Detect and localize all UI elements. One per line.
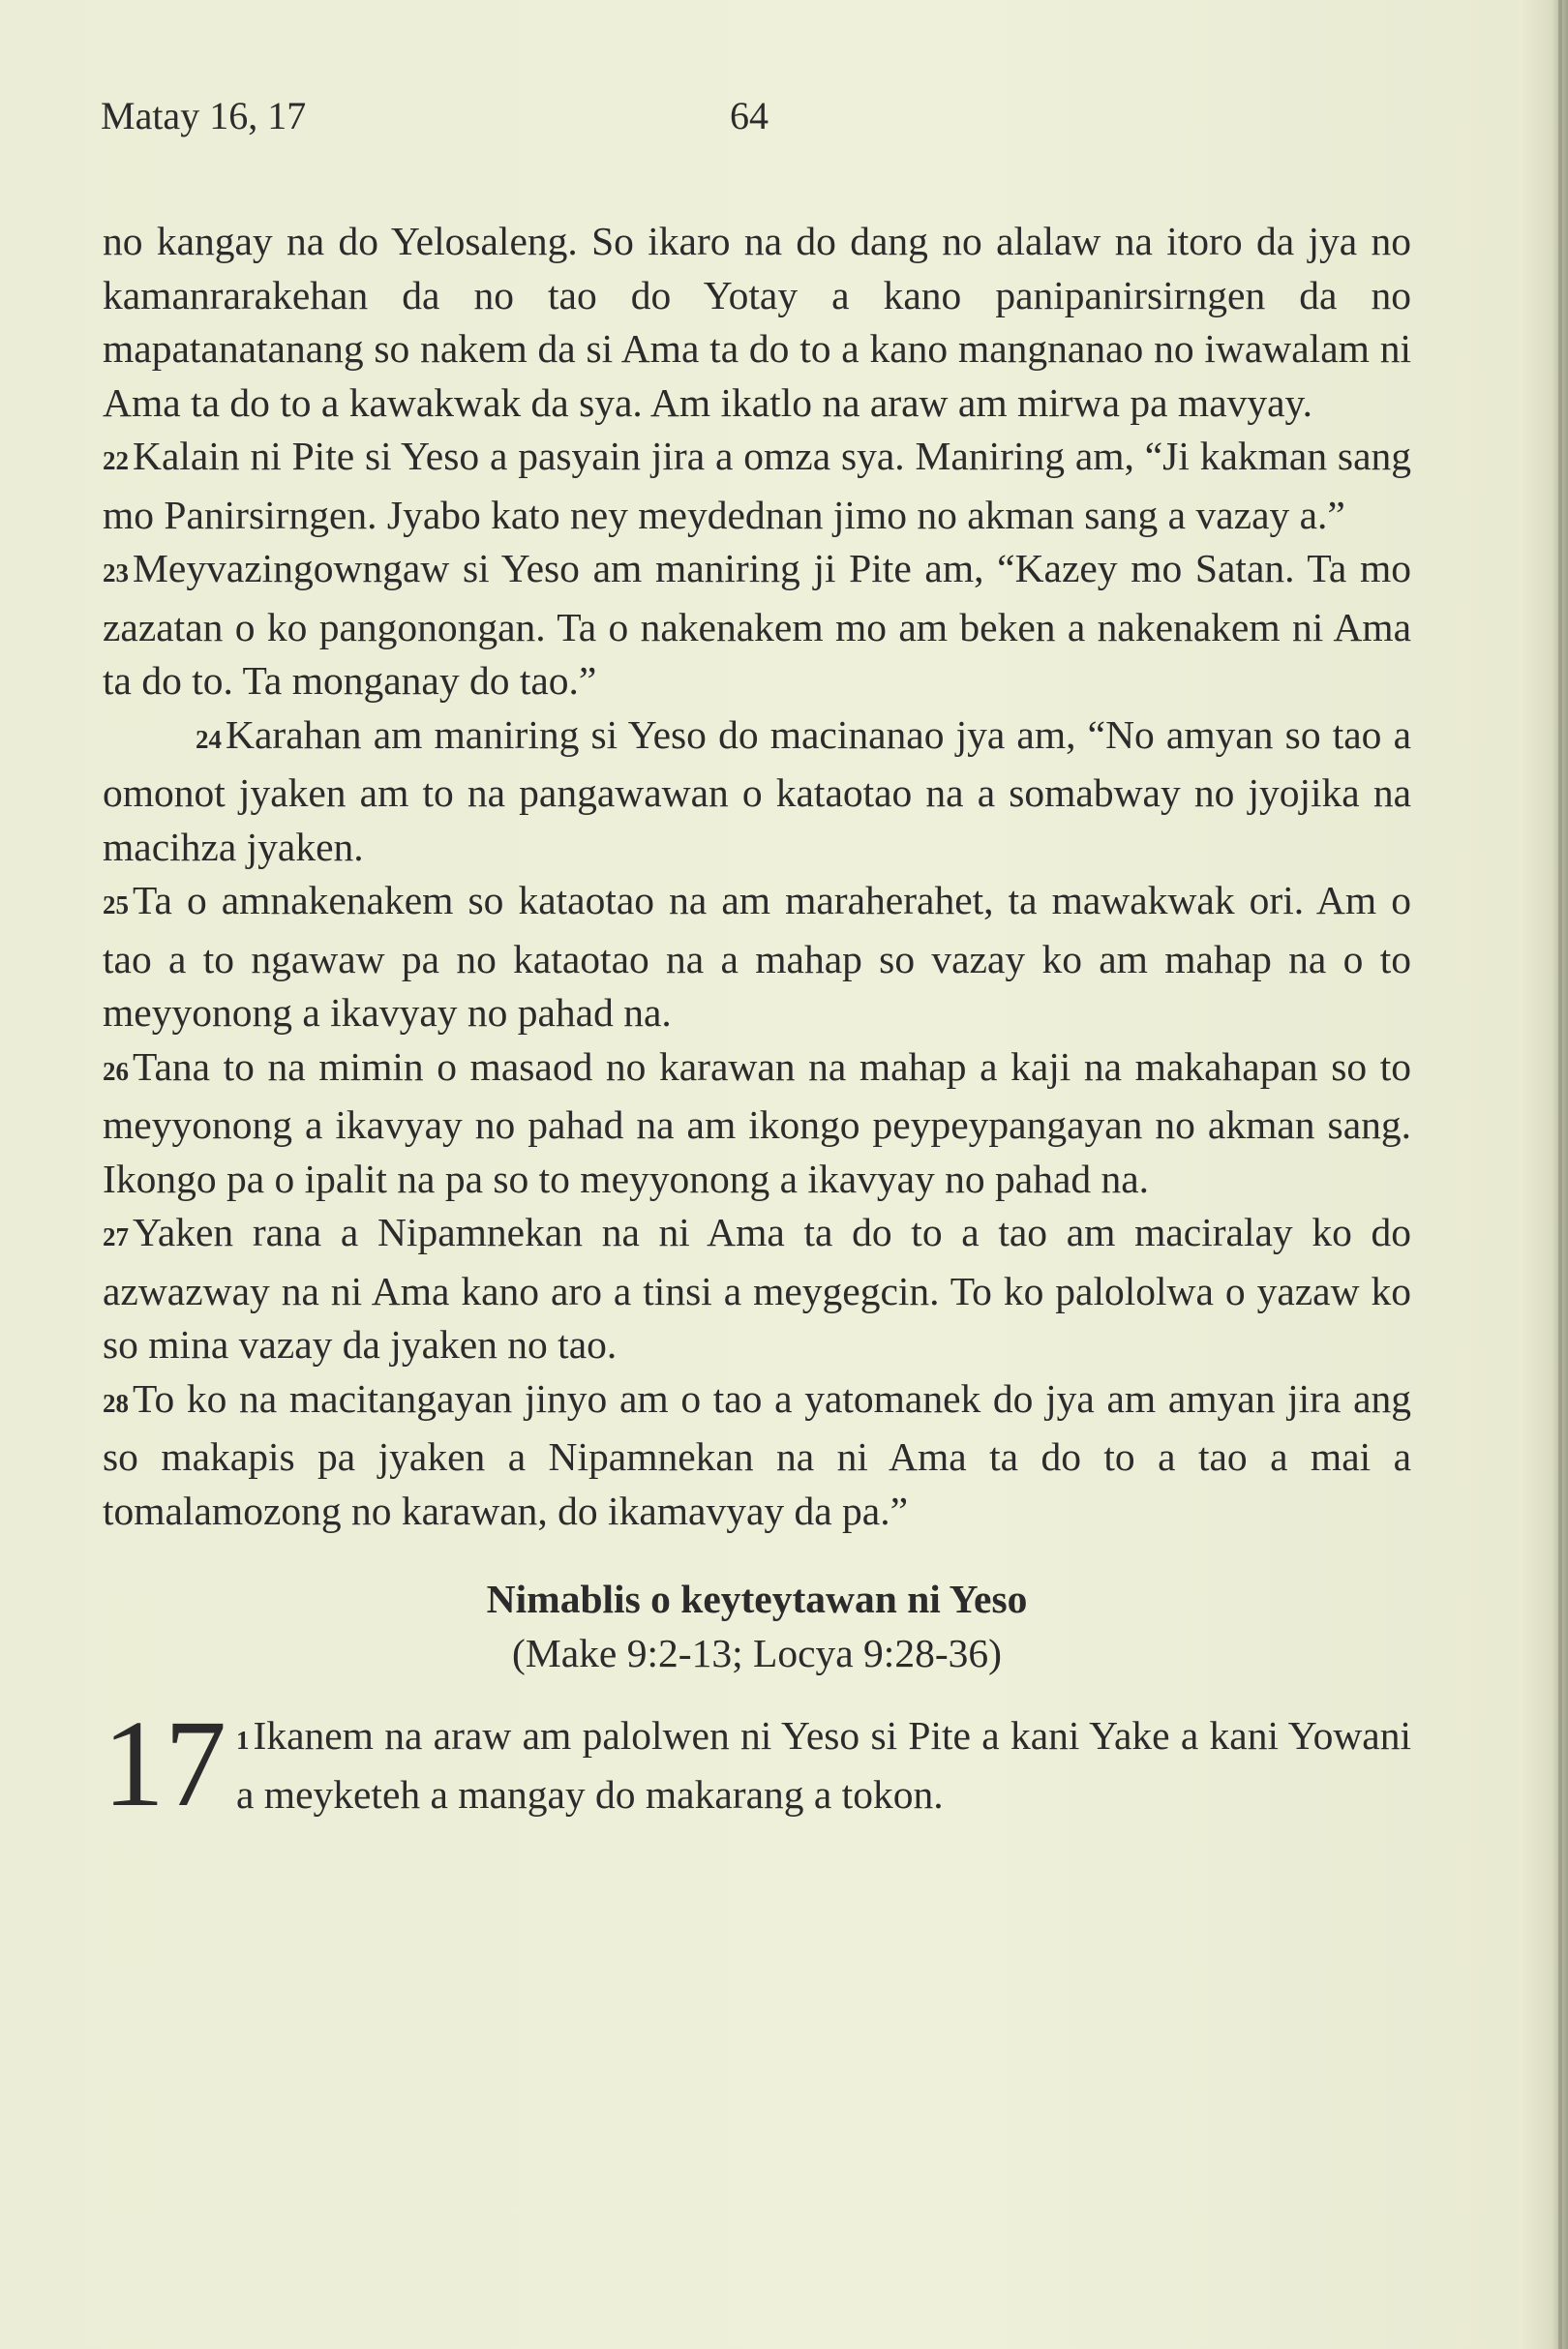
verse-number: 28 xyxy=(103,1388,129,1418)
verse-text: Kalain ni Pite si Yeso a pasyain jira a omza sya. Maniring am, “Ji kakman sang mo Panirsirngen. Jyabo kato ney meydednan jimo no akman sang a vazay a.” xyxy=(103,434,1411,537)
verse-number: 25 xyxy=(103,890,129,919)
verse-number: 24 xyxy=(196,724,222,754)
verse-text: Ikanem na araw am palolwen ni Yeso si Pite a kani Yake a kani Yowani a meyketeh a mangay do makarang a tokon. xyxy=(236,1713,1411,1817)
verse-28 xyxy=(103,1372,1411,1539)
verse-text: Yaken rana a Nipamnekan na ni Ama ta do to a tao am maciralay ko do azwazway na ni Ama kano aro a tinsi a meygegcin. To ko palololwa o yazaw ko so mina vazay da jyaken no tao. xyxy=(103,1210,1411,1367)
verse-number: 26 xyxy=(103,1056,129,1086)
verse-text: Karahan am maniring si Yeso do macinanao jya am, “No amyan so tao a omonot jyaken am to na pangawawan o kataotao na a somabway no jyojika na macihza jyaken. xyxy=(103,711,1411,869)
chapter-17-verse-1 xyxy=(103,1695,1411,1832)
verse-number: 27 xyxy=(103,1222,129,1251)
verse-number: 23 xyxy=(103,558,129,587)
verse-text: Tana to na mimin o masaod no karawan na mahap a kaji na makahapan so to meyyonong a ikavyay no pahad na am ikongo peypeypangayan no akman sang. Ikongo pa o ipalit na pa so to meyyonong a ikavyay no pahad na. xyxy=(103,1043,1411,1201)
verse-22 xyxy=(103,430,1411,542)
verse-text: Meyvazingowngaw si Yeso am maniring ji Pite am, “Kazey mo Satan. Ta mo zazatan o ko pangonongan. Ta o nakenakem mo am beken a nakenakem ni Ama ta do to. Ta monganay do tao.” xyxy=(103,546,1411,703)
verse-26 xyxy=(103,1040,1411,1207)
verse-25 xyxy=(103,874,1411,1040)
page-edge xyxy=(1558,0,1562,2349)
continuation-paragraph: no kangay na do Yelosaleng. So ikaro na do dang no alalaw na itoro da jya no kamanrarakehan da no tao do Yotay a kano panipanirsirngen da no mapatanatanang so nakem da si Ama ta do to a kano mangnanao no iwawalam ni Ama ta do to a kawakwak da sya. Am ikatlo na araw am mirwa pa mavyay. xyxy=(103,219,1411,425)
running-header xyxy=(101,93,1456,151)
body-text xyxy=(103,215,1411,1832)
verse-27 xyxy=(103,1206,1411,1372)
verse-text: Ta o amnakenakem so kataotao na am maraherahet, ta mawakwak ori. Am o tao a to ngawaw pa no kataotao na a mahap so vazay ko am mahap na o to meyyonong a ikavyay no pahad na. xyxy=(103,878,1411,1035)
verse-number: 22 xyxy=(103,446,129,475)
verse-23 xyxy=(103,542,1411,708)
verse-24 xyxy=(103,708,1411,875)
verse-text: To ko na macitangayan jinyo am o tao a yatomanek do jya am amyan jira ang so makapis pa jyaken a Nipamnekan na ni Ama ta do to a tao a mai a tomalamozong no karawan, do ikamavyay da pa.” xyxy=(103,1375,1411,1533)
cross-reference: (Make 9:2-13; Locya 9:28-36) xyxy=(512,1630,1002,1675)
chapter-reference: Matay 16, 17 xyxy=(101,94,307,137)
chapter-number: 17 xyxy=(103,1695,226,1832)
section-heading: Nimablis o keyteytawan ni Yeso xyxy=(486,1577,1028,1621)
page-number: 64 xyxy=(730,94,769,137)
verse-number: 1 xyxy=(236,1726,250,1755)
